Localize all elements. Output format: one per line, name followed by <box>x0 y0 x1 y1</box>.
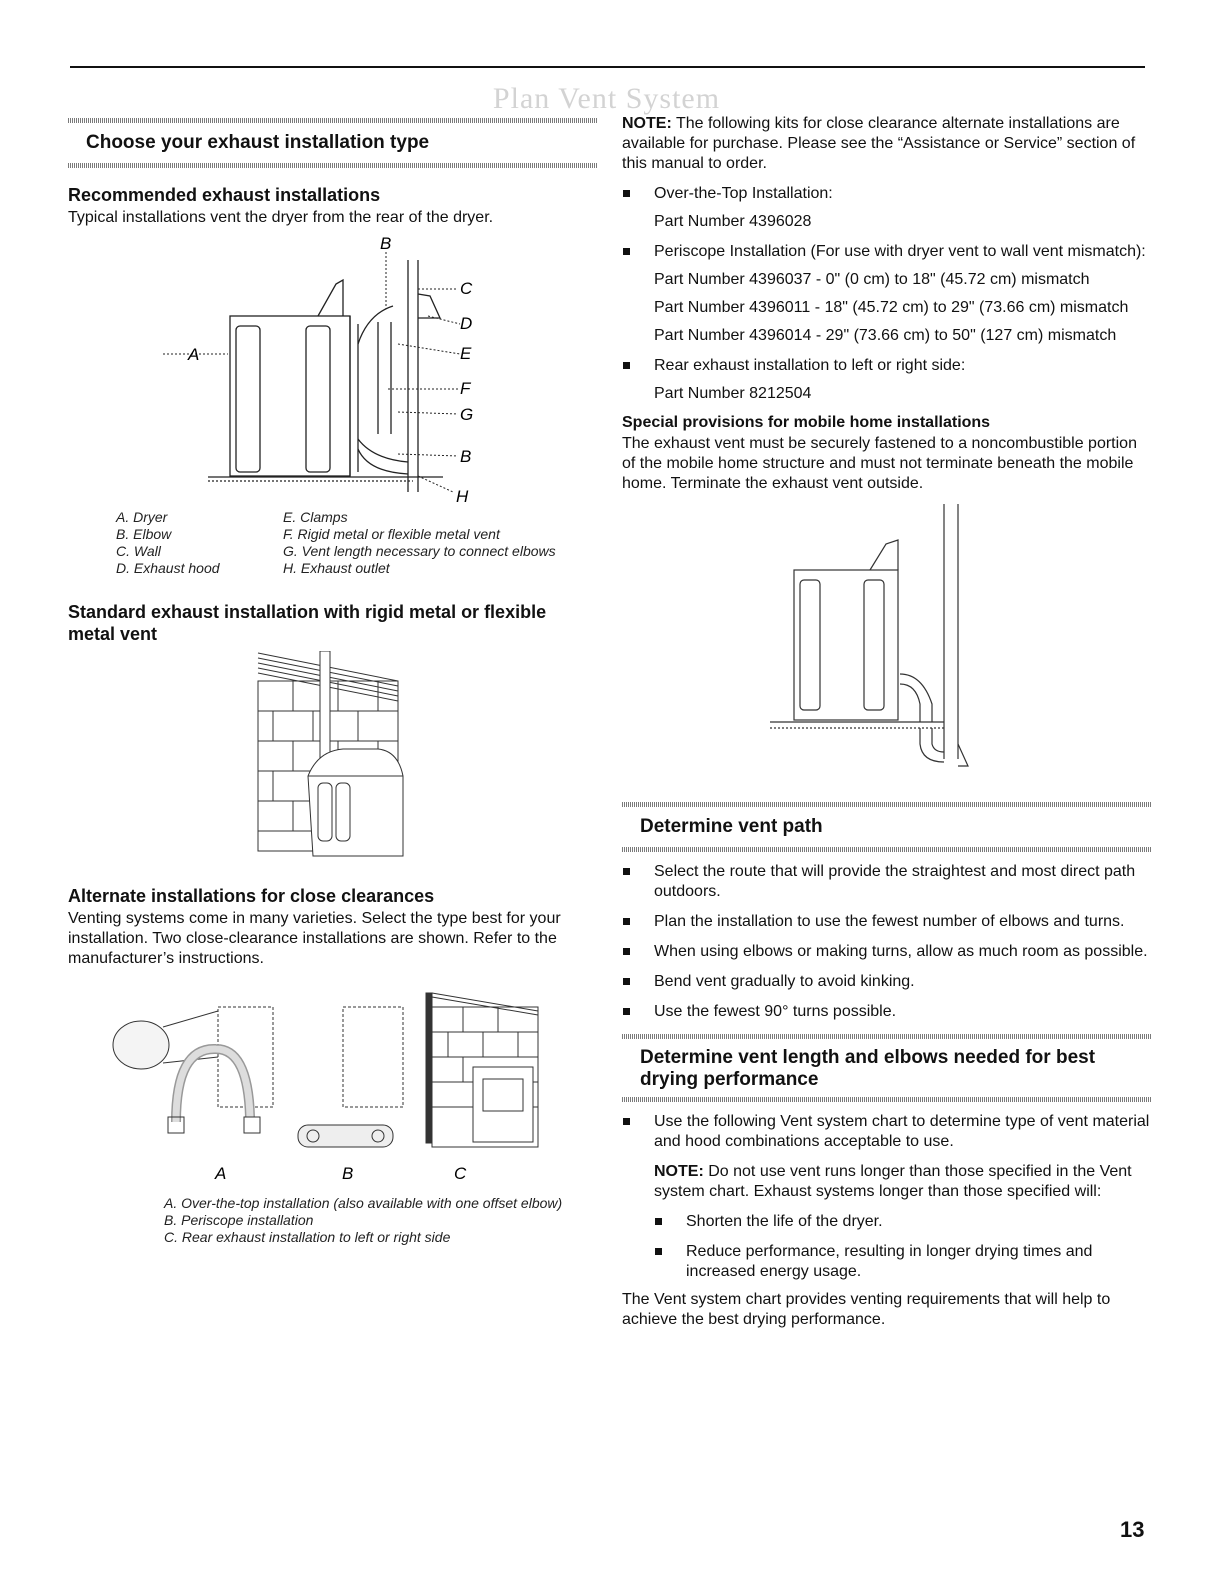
page-number: 13 <box>1120 1517 1145 1542</box>
vent-length-list <box>622 1112 1152 1282</box>
note-label: NOTE: <box>654 1163 704 1180</box>
list-item: Reduce performance, resulting in longer drying times and increased energy usage. <box>654 1242 1152 1282</box>
alternate-text: Venting systems come in many varieties. Select the type best for your installation. Two close-clearance installations are shown. Refer to the manufacturer’s instructions. <box>68 910 561 967</box>
page-title: Plan Vent System <box>492 82 721 115</box>
legend-item: B. Elbow <box>116 526 172 542</box>
list-item: Plan the installation to use the fewest number of elbows and turns. <box>622 912 1152 932</box>
list-item: Use the fewest 90° turns possible. <box>622 1002 1152 1022</box>
fig1-label-d: D <box>460 314 473 333</box>
note-label: NOTE: <box>622 115 672 132</box>
kit-label: Over-the-Top Installation: <box>654 185 833 202</box>
section-title-vent-length: Determine vent length and elbows needed for best drying performance <box>640 1047 1096 1090</box>
top-rule <box>70 66 1145 68</box>
fig1-label-c: C <box>460 279 473 298</box>
fig1-label-b-bottom: B <box>460 447 472 466</box>
alternate-heading: Alternate installations for close clearances <box>68 886 435 906</box>
mobile-home-heading: Special provisions for mobile home installations <box>622 414 991 431</box>
mobile-home-text: The exhaust vent must be securely fastened to a noncombustible portion of the mobile home structure and must not terminate beneath the mobile home. Terminate the exhaust vent outside. <box>622 435 1137 492</box>
part-number: Part Number 4396037 - 0" (0 cm) to 18" (45.72 cm) mismatch <box>654 271 1090 288</box>
recommended-heading: Recommended exhaust installations <box>68 185 381 205</box>
kits-note <box>622 114 1152 174</box>
list-item: Select the route that will provide the straightest and most direct path outdoors. <box>622 862 1152 902</box>
legend-item: A. Dryer <box>116 509 168 525</box>
note-text: The following kits for close clearance alternate installations are available for purchase. Please see the “Assistance or Service” section of this manual to order. <box>622 115 1136 172</box>
fig1-label-a: A <box>188 345 200 364</box>
kit-label: Rear exhaust installation to left or right side: <box>654 357 966 374</box>
kits-list <box>622 242 1152 262</box>
kits-list <box>622 356 1152 376</box>
recommended-text: Typical installations vent the dryer from the rear of the dryer. <box>68 209 494 226</box>
fig1-legend <box>116 509 598 577</box>
section-rule <box>622 1097 1152 1102</box>
fig3-label-b: B <box>342 1164 354 1183</box>
rear-exhaust-diagram <box>68 234 598 509</box>
section-rule <box>622 1034 1152 1039</box>
list-item-text: Use the following Vent system chart to determine type of vent material and hood combinations acceptable to use. <box>654 1113 1150 1150</box>
list-item: When using elbows or making turns, allow as much room as possible. <box>622 942 1152 962</box>
part-number: Part Number 4396011 - 18" (45.72 cm) to 29" (73.66 cm) mismatch <box>654 299 1129 316</box>
legend-item: G. Vent length necessary to connect elbows <box>283 543 556 559</box>
caption-item: B. Periscope installation <box>164 1212 314 1228</box>
kit-label: Periscope Installation (For use with dryer vent to wall vent mismatch): <box>654 243 1146 260</box>
note-text: Do not use vent runs longer than those specified in the Vent system chart. Exhaust systems longer than those specified will: <box>654 1163 1132 1200</box>
legend-item: H. Exhaust outlet <box>283 560 390 576</box>
fig1-label-h: H <box>456 487 469 506</box>
fig3-captions <box>164 1195 598 1246</box>
fig1-label-g: G <box>460 405 474 424</box>
vent-path-list <box>622 862 1152 1022</box>
mobile-home-diagram <box>622 504 1152 794</box>
kit-item <box>622 242 1152 262</box>
legend-item: C. Wall <box>116 543 161 559</box>
standard-install-diagram <box>68 651 598 871</box>
section-rule <box>68 163 598 168</box>
fig3-label-c: C <box>454 1164 467 1183</box>
legend-item: F. Rigid metal or flexible metal vent <box>283 526 500 542</box>
fig1-label-b-top: B <box>380 234 392 253</box>
section-title-exhaust-type: Choose your exhaust installation type <box>86 132 430 153</box>
consequence-list <box>654 1212 1152 1282</box>
kits-list <box>622 184 1152 204</box>
section-rule <box>622 847 1152 852</box>
part-number: Part Number 4396028 <box>654 213 812 230</box>
fig1-label-e: E <box>460 344 472 363</box>
section-rule <box>68 118 598 123</box>
section-title-vent-path: Determine vent path <box>640 816 823 837</box>
kit-item <box>622 356 1152 376</box>
section-rule <box>622 802 1152 807</box>
right-column <box>622 114 1152 1330</box>
left-column <box>68 118 598 1246</box>
list-item: Bend vent gradually to avoid kinking. <box>622 972 1152 992</box>
caption-item: C. Rear exhaust installation to left or right side <box>164 1229 451 1245</box>
standard-install-heading: Standard exhaust installation with rigid metal or flexible metal vent <box>68 602 547 644</box>
part-number: Part Number 4396014 - 29" (73.66 cm) to 50" (127 cm) mismatch <box>654 327 1117 344</box>
list-item: Shorten the life of the dryer. <box>654 1212 1152 1232</box>
caption-item: A. Over-the-top installation (also available with one offset elbow) <box>164 1195 563 1211</box>
legend-item: E. Clamps <box>283 509 348 525</box>
alternate-install-diagram <box>68 977 598 1187</box>
fig3-label-a: A <box>215 1164 227 1183</box>
kit-item <box>622 184 1152 204</box>
length-note <box>654 1162 1152 1202</box>
fig1-label-f: F <box>460 379 471 398</box>
list-item <box>622 1112 1152 1282</box>
part-number: Part Number 8212504 <box>654 385 812 402</box>
closing-text: The Vent system chart provides venting requirements that will help to achieve the best drying performance. <box>622 1291 1111 1328</box>
legend-item: D. Exhaust hood <box>116 560 220 576</box>
